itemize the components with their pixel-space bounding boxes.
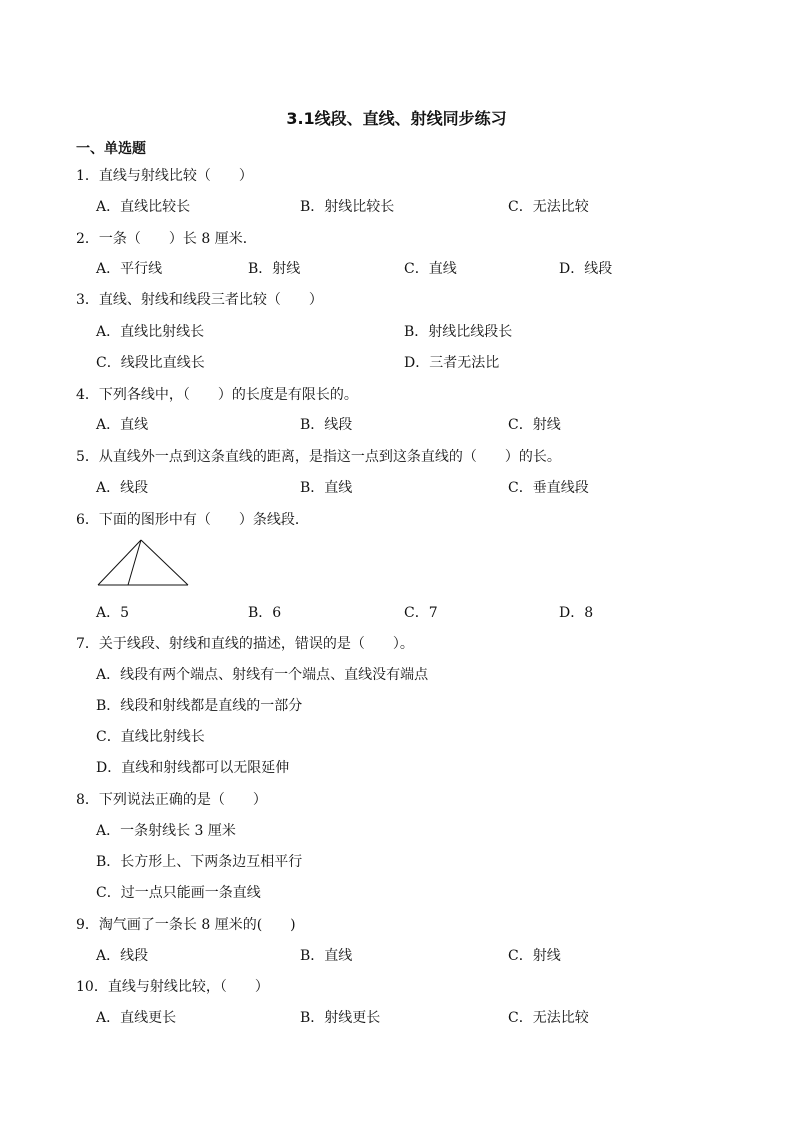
q4-option-b[interactable]: B．线段 [300, 417, 353, 433]
q6-option-c[interactable]: C．7 [404, 605, 438, 621]
triangle-right-side [141, 540, 188, 585]
q3-option-b[interactable]: B．射线比线段长 [404, 324, 513, 340]
section-heading: 一、单选题 [76, 141, 146, 157]
question-3: 3．直线、射线和线段三者比较（ ） [76, 292, 323, 308]
q10-option-b[interactable]: B．射线更长 [300, 1010, 381, 1026]
q3-option-d[interactable]: D．三者无法比 [404, 355, 500, 371]
q3-option-a[interactable]: A．直线比射线长 [96, 324, 205, 340]
q2-option-a[interactable]: A．平行线 [96, 261, 163, 277]
q9-option-c[interactable]: C．射线 [508, 948, 561, 964]
q9-option-b[interactable]: B．直线 [300, 948, 353, 964]
q1-option-a[interactable]: A．直线比较长 [96, 199, 191, 215]
question-10: 10．直线与射线比较，（ ） [76, 979, 269, 995]
q1-option-b[interactable]: B．射线比较长 [300, 199, 395, 215]
q7-option-d[interactable]: D．直线和射线都可以无限延伸 [96, 760, 290, 776]
q4-option-a[interactable]: A．直线 [96, 417, 149, 433]
question-9: 9．淘气画了一条长 8 厘米的( ) [76, 917, 296, 933]
q5-option-a[interactable]: A．线段 [96, 480, 149, 496]
q8-option-c[interactable]: C．过一点只能画一条直线 [96, 885, 261, 901]
question-7: 7．关于线段、射线和直线的描述，错误的是（ ）。 [76, 636, 414, 652]
question-4: 4．下列各线中，（ ）的长度是有限长的。 [76, 387, 358, 403]
q2-option-b[interactable]: B．射线 [248, 261, 301, 277]
question-1: 1．直线与射线比较（ ） [76, 168, 253, 184]
q4-option-c[interactable]: C．射线 [508, 417, 561, 433]
q2-option-c[interactable]: C．直线 [404, 261, 457, 277]
q7-option-c[interactable]: C．直线比射线长 [96, 729, 205, 745]
q2-option-d[interactable]: D．线段 [559, 261, 613, 277]
q1-option-c[interactable]: C．无法比较 [508, 199, 589, 215]
q7-option-a[interactable]: A．线段有两个端点、射线有一个端点、直线没有端点 [96, 667, 429, 683]
question-8: 8．下列说法正确的是（ ） [76, 792, 267, 808]
question-5: 5．从直线外一点到这条直线的距离，是指这一点到这条直线的（ ）的长。 [76, 449, 561, 465]
q6-option-b[interactable]: B．6 [248, 605, 282, 621]
q8-option-b[interactable]: B．长方形上、下两条边互相平行 [96, 854, 303, 870]
triangle-figure [96, 538, 192, 590]
q6-option-d[interactable]: D．8 [559, 605, 594, 621]
q10-option-a[interactable]: A．直线更长 [96, 1010, 177, 1026]
q7-option-b[interactable]: B．线段和射线都是直线的一部分 [96, 698, 303, 714]
q5-option-c[interactable]: C．垂直线段 [508, 480, 589, 496]
q10-option-c[interactable]: C．无法比较 [508, 1010, 589, 1026]
page-title: 3.1线段、直线、射线同步练习 [286, 109, 507, 128]
question-2: 2．一条（ ）长 8 厘米． [76, 231, 257, 247]
q3-option-c[interactable]: C．线段比直线长 [96, 355, 205, 371]
question-6: 6．下面的图形中有（ ）条线段． [76, 512, 309, 528]
q6-option-a[interactable]: A．5 [96, 605, 130, 621]
q5-option-b[interactable]: B．直线 [300, 480, 353, 496]
q8-option-a[interactable]: A．一条射线长 3 厘米 [96, 823, 236, 839]
q9-option-a[interactable]: A．线段 [96, 948, 149, 964]
